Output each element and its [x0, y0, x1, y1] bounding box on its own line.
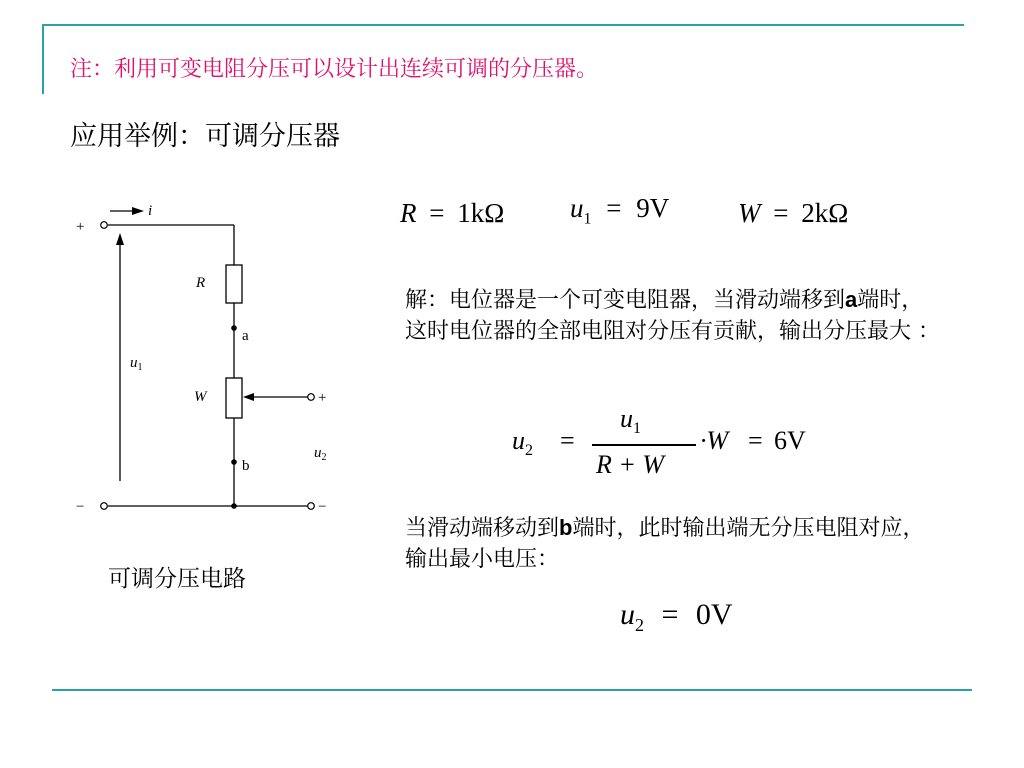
formula2-result: 0V [695, 598, 733, 631]
resistor-r [226, 265, 242, 303]
bottom-junction-dot [231, 503, 237, 509]
node-a-dot [231, 325, 237, 331]
para2-text-post: 端时，此时输出端无分压电阻对应，输出最小电压： [405, 516, 925, 572]
solution-paragraph-1 [405, 284, 945, 347]
formula1-lhs-sub: 2 [525, 442, 533, 460]
top-rule [42, 24, 964, 26]
formula2-lhs-base: u [620, 598, 635, 631]
bottom-left-terminal [101, 503, 108, 510]
formula1-num-sub: 1 [633, 420, 641, 438]
plus-top-label: + [76, 219, 85, 235]
node-a-label: a [242, 328, 249, 344]
solution-paragraph-2 [405, 512, 945, 575]
formula1-num-base: u [620, 404, 633, 433]
formula1-numerator [620, 404, 641, 438]
formula2-eq: = [661, 598, 679, 631]
slide-heading: 应用举例：可调分压器 [70, 121, 340, 152]
formula-min-output [620, 598, 733, 636]
given-r-symbol: R [400, 198, 417, 228]
u2-label: $u_2$ [314, 445, 327, 463]
given-u1 [570, 193, 669, 228]
formula1-denominator: R + W [596, 450, 665, 479]
note-text: 注：利用可变电阻分压可以设计出连续可调的分压器。 [70, 57, 599, 82]
output-plus-label: + [318, 390, 327, 406]
given-r-eq: = [429, 198, 445, 228]
formula1-lhs-base: u [512, 426, 525, 455]
u1-arrowhead [116, 233, 124, 245]
para1-bold: a [845, 287, 858, 312]
given-u1-eq: = [606, 193, 622, 223]
wiper-arrowhead [243, 393, 254, 401]
formula1-fraction-bar [592, 444, 696, 446]
given-w-eq: = [773, 198, 789, 228]
para1-text-post: 端时，这时电位器的全部电阻对分压有贡献，输出分压最大 ： [405, 288, 940, 344]
formula1-lhs [512, 426, 533, 460]
given-w-value: 2kΩ [801, 198, 849, 228]
left-rule [42, 24, 44, 94]
para2-bold: b [559, 515, 573, 540]
potentiometer-w [226, 378, 242, 418]
given-w-symbol: W [738, 198, 761, 228]
para2-text-pre: 当滑动端移动到 [405, 516, 560, 541]
formula1-eq2: = [748, 426, 763, 455]
top-left-terminal [101, 222, 108, 229]
output-minus-label: − [318, 499, 327, 515]
given-r-value: 1kΩ [457, 198, 505, 228]
output-plus-terminal [308, 394, 315, 401]
w-label: W [194, 389, 207, 405]
minus-bottom-label: − [76, 499, 85, 515]
formula1-mult: ·W [700, 426, 729, 455]
formula1-result: 6V [774, 426, 806, 455]
given-u1-value: 9V [636, 193, 670, 223]
node-b-label: b [242, 458, 250, 474]
circuit-caption: 可调分压电路 [108, 566, 246, 592]
given-u1-symbol: u [570, 193, 584, 223]
circuit-diagram [60, 195, 350, 525]
output-minus-terminal [308, 503, 315, 510]
bottom-rule [52, 689, 972, 691]
given-r [400, 198, 504, 229]
u1-label: $u_1$ [130, 355, 143, 373]
formula1-eq: = [560, 426, 575, 455]
current-label: i [148, 203, 153, 219]
given-u1-sub: 1 [583, 210, 592, 228]
r-label: R [196, 275, 206, 291]
para1-text-pre: 解：电位器是一个可变电阻器，当滑动端移到 [405, 288, 846, 313]
given-w [738, 198, 848, 229]
node-b-dot [231, 459, 237, 465]
formula2-lhs-sub: 2 [635, 615, 644, 635]
current-arrowhead [132, 207, 144, 215]
formula-max-output [512, 404, 832, 484]
